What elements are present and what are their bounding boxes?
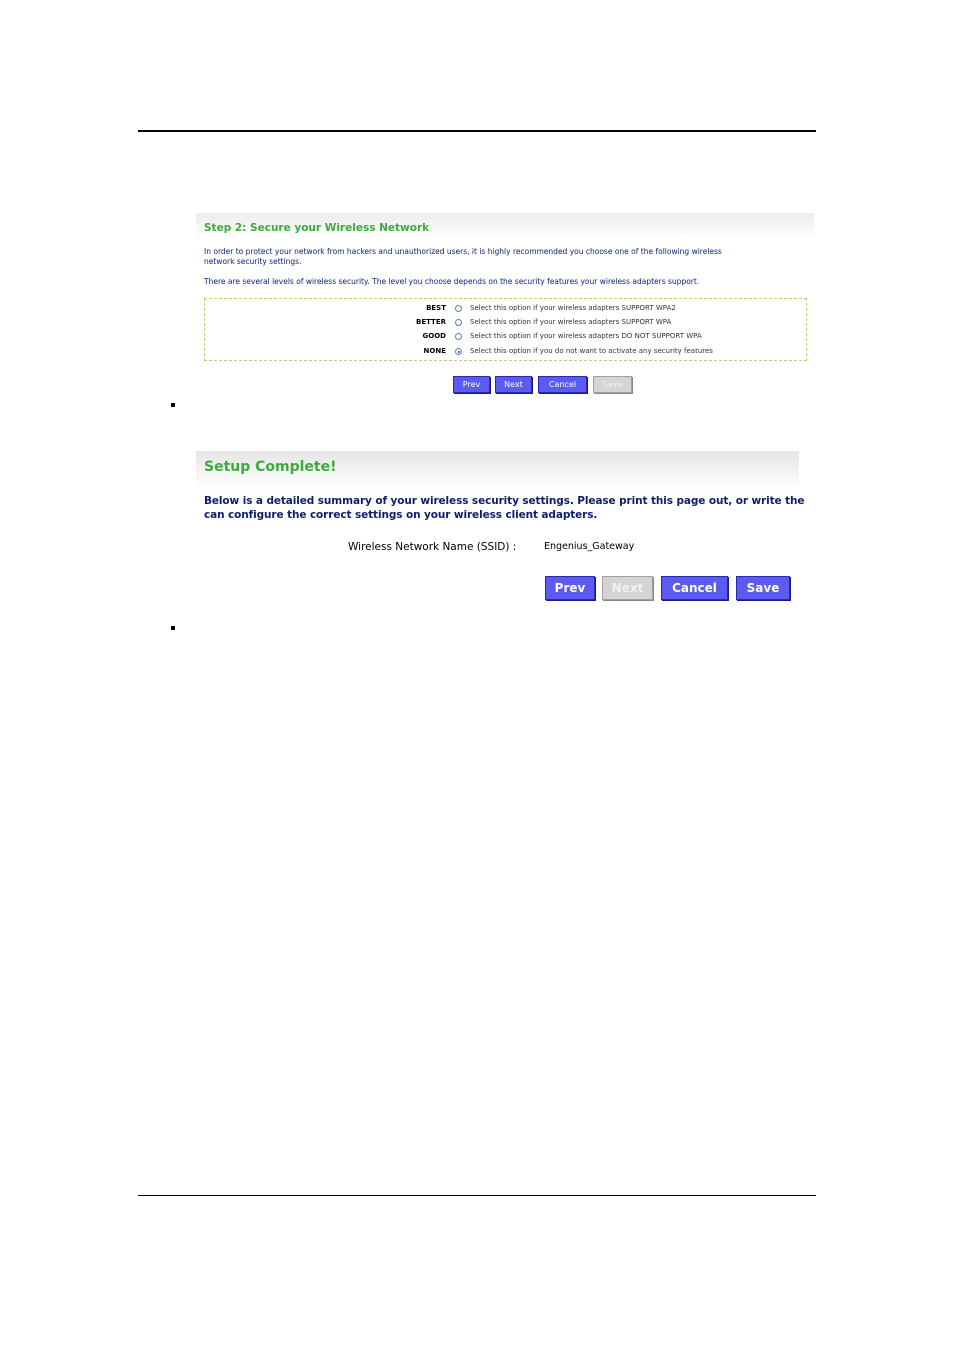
setup-complete-panel: [196, 451, 805, 603]
page-title: Setup Complete!: [204, 459, 337, 475]
option-best[interactable]: [205, 302, 806, 316]
cancel-button[interactable]: Cancel: [661, 576, 728, 600]
option-label: BEST: [426, 304, 446, 312]
levels-text: There are several levels of wireless security. The level you choose depends on the security features your wireless adapters support.: [204, 277, 700, 286]
option-text: Select this option if you do not want to activate any security features: [470, 347, 713, 355]
bullet: [171, 626, 175, 630]
option-text: Select this option if your wireless adapters SUPPORT WPA2: [470, 304, 676, 312]
save-button[interactable]: Save: [593, 376, 632, 393]
radio-good[interactable]: [455, 333, 462, 340]
prev-button[interactable]: Prev: [545, 576, 595, 600]
radio-none[interactable]: [455, 348, 462, 355]
secure-wireless-panel: [196, 213, 814, 398]
save-button[interactable]: Save: [736, 576, 790, 600]
next-button[interactable]: Next: [495, 376, 532, 393]
option-label: BETTER: [416, 318, 446, 326]
option-good[interactable]: [205, 330, 806, 344]
option-text: Select this option if your wireless adapters DO NOT SUPPORT WPA: [470, 332, 702, 340]
summary-text: [204, 495, 804, 522]
summary-line-1: Below is a detailed summary of your wireless security settings. Please print this page out, or write the: [204, 495, 805, 507]
next-button[interactable]: Next: [602, 576, 653, 600]
ssid-value: Engenius_Gateway: [544, 541, 635, 552]
top-rule: [138, 130, 816, 132]
page-title: Step 2: Secure your Wireless Network: [204, 222, 430, 234]
intro-line-2: network security settings.: [204, 257, 302, 266]
panel-header: [196, 451, 799, 491]
option-better[interactable]: [205, 316, 806, 330]
option-label: GOOD: [422, 332, 446, 340]
prev-button[interactable]: Prev: [453, 376, 490, 393]
summary-line-2: can configure the correct settings on your wireless client adapters.: [204, 508, 598, 521]
panel-header: [196, 213, 814, 239]
bullet: [171, 403, 175, 407]
radio-better[interactable]: [455, 319, 462, 326]
security-options: [204, 298, 807, 361]
cancel-button[interactable]: Cancel: [538, 376, 587, 393]
option-text: Select this option if your wireless adapters SUPPORT WPA: [470, 318, 672, 326]
ssid-label: Wireless Network Name (SSID) :: [348, 541, 517, 553]
intro-text: [204, 247, 804, 267]
intro-line-1: In order to protect your network from hackers and unauthorized users, it is highly recommended you choose one of the following wireless: [204, 247, 722, 256]
option-label: NONE: [423, 347, 446, 355]
radio-best[interactable]: [455, 305, 462, 312]
bottom-rule: [138, 1195, 816, 1196]
option-none[interactable]: [205, 345, 806, 359]
